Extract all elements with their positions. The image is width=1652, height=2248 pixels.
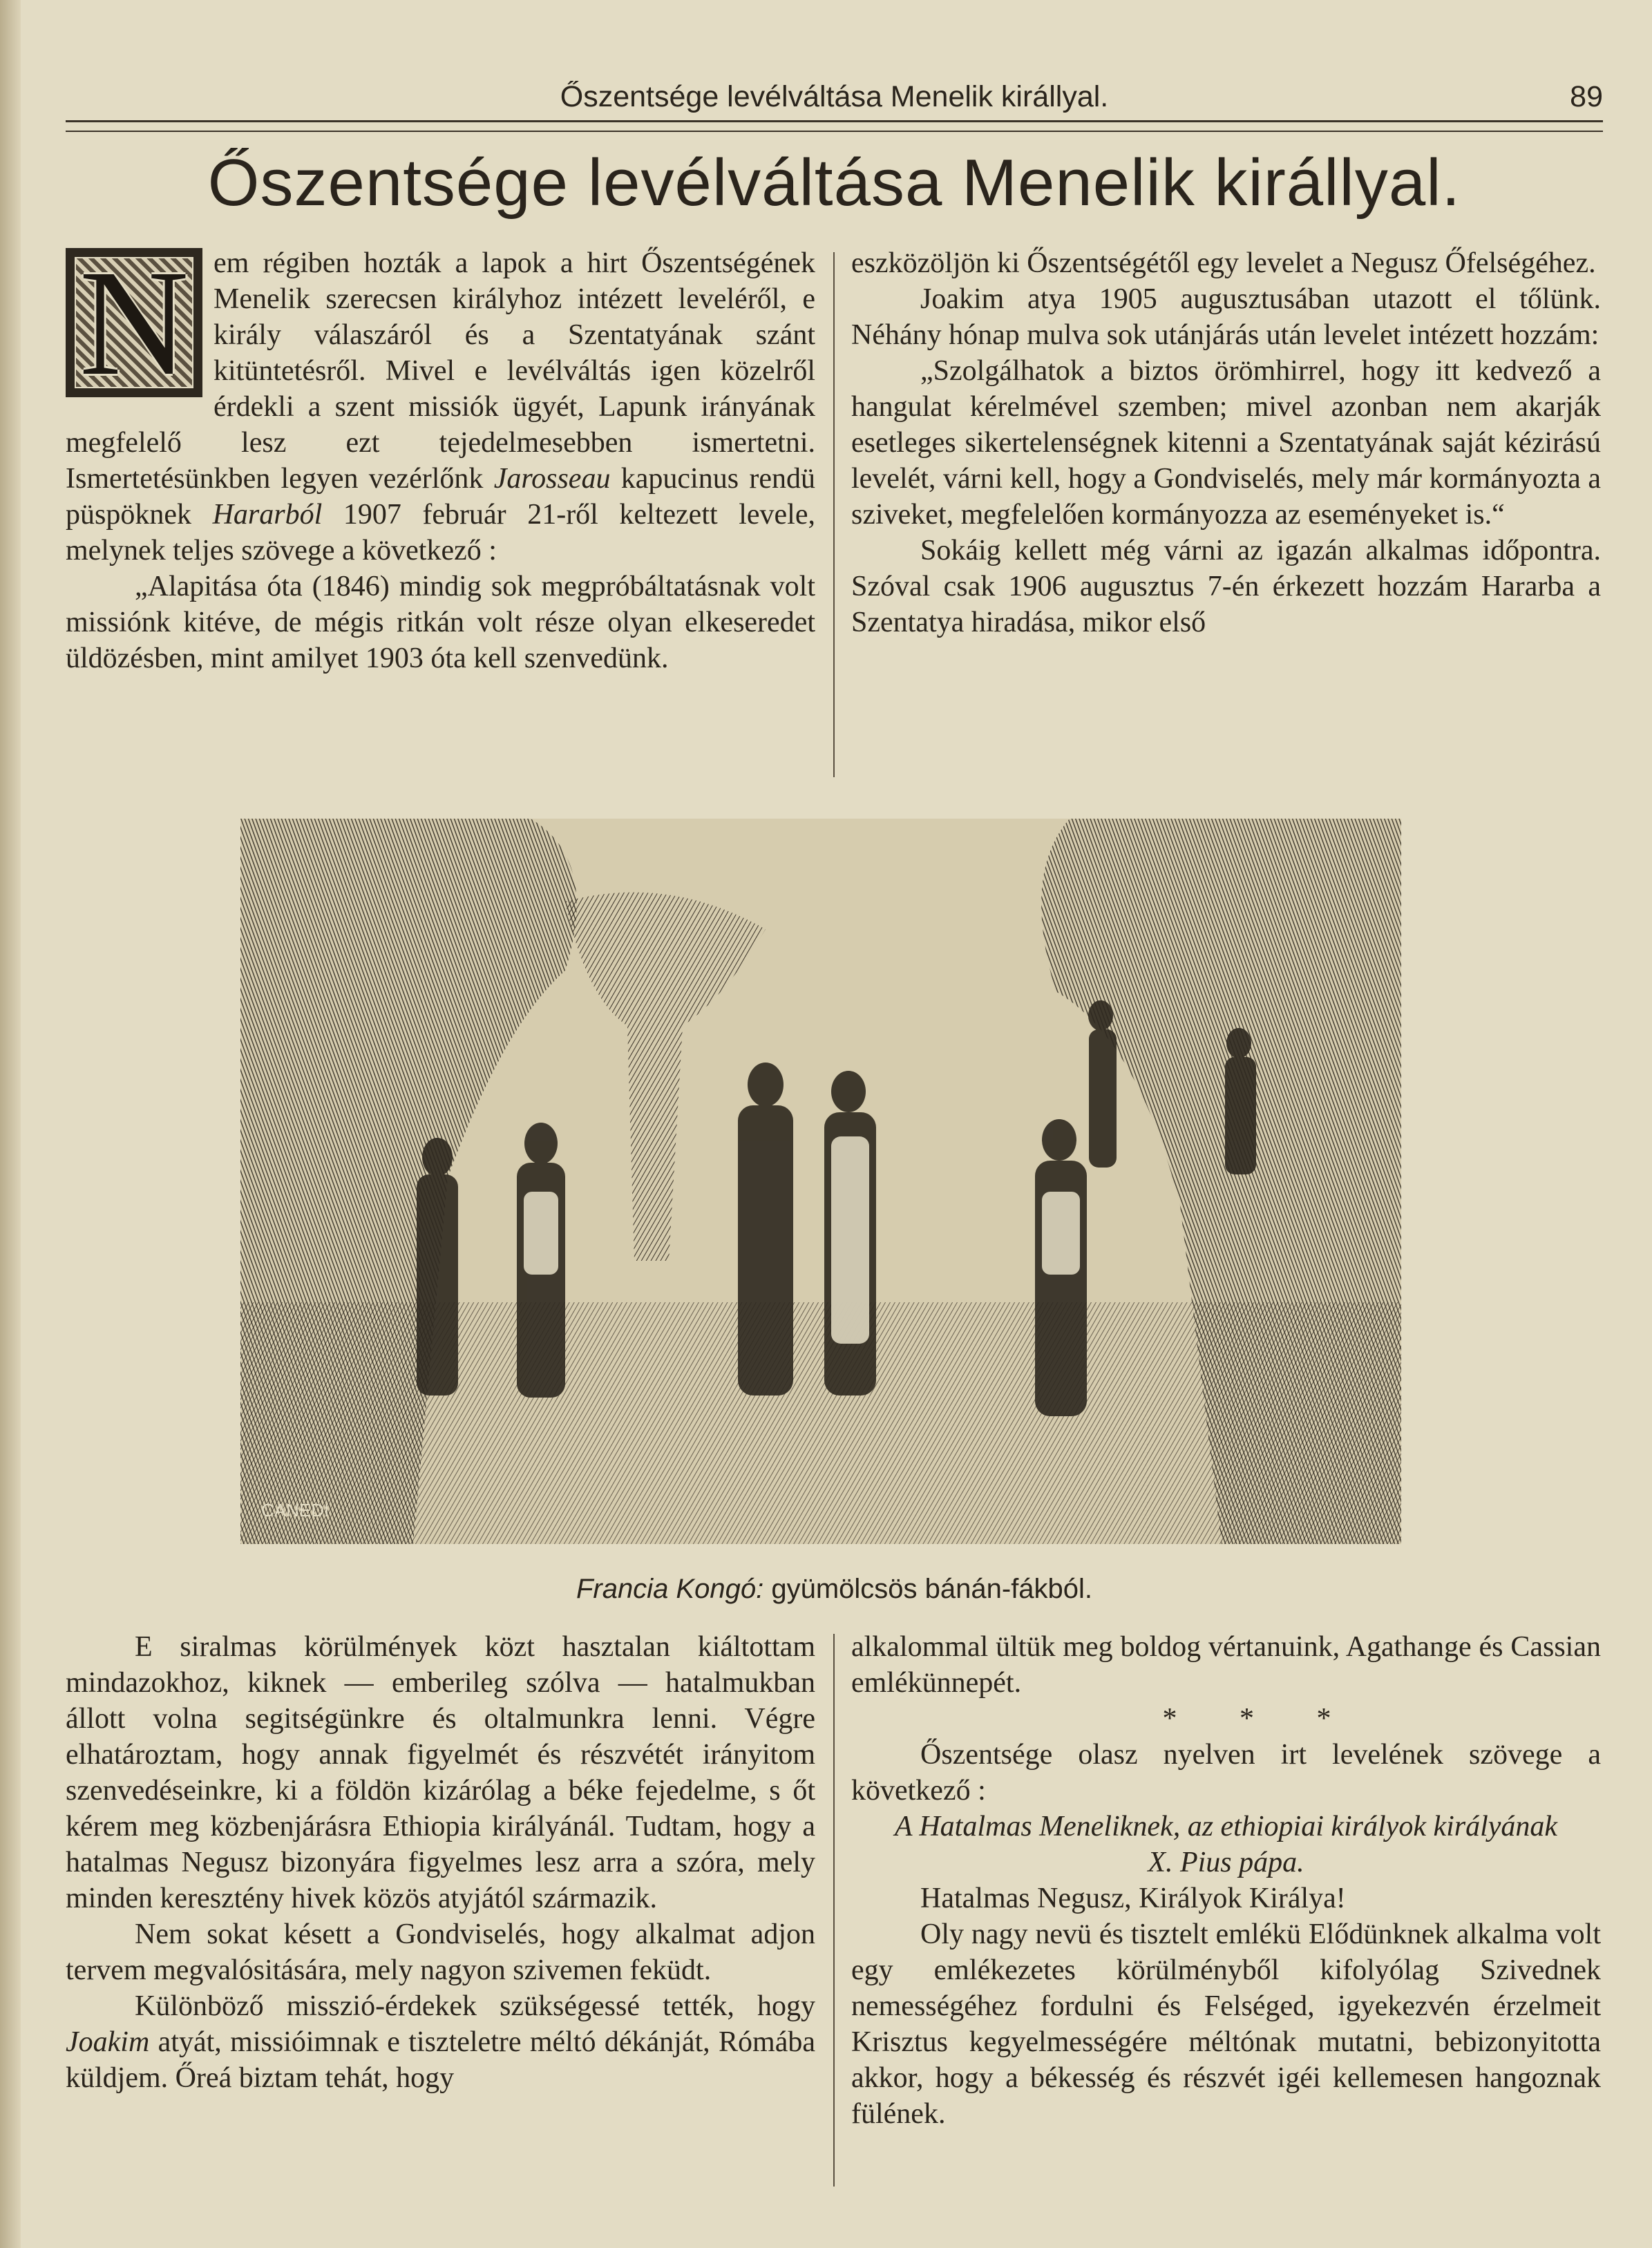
column-right-top <box>851 245 1601 640</box>
caption-place: Francia Kongó: <box>576 1574 764 1604</box>
running-head-title: Őszentsége levélváltása Menelik királlyal. <box>560 80 1109 113</box>
figure-caption <box>66 1574 1603 1605</box>
header-rule <box>66 120 1603 132</box>
paragraph: alkalommal ültük meg boldog vértanuink, Agathange és Cassian emlékünnepét. <box>851 1631 1601 1699</box>
running-head <box>66 77 1603 126</box>
dropcap-ornament <box>66 238 202 407</box>
caption-text: gyümölcsös bánán-fákból. <box>763 1574 1093 1604</box>
letter-salutation: Hatalmas Negusz, Királyok Királya! <box>920 1883 1346 1914</box>
column-divider <box>833 252 835 777</box>
text-run: kapucinus rendü püspöknek <box>66 463 815 531</box>
paragraph: eszközöljön ki Őszentségétől egy levelet a Negusz Őfelségéhez. <box>851 247 1596 279</box>
italic-name: Jarosseau <box>493 463 611 495</box>
engraver-signature: CANEDI <box>261 1500 330 1521</box>
paragraph: Nem sokat késett a Gondviselés, hogy alkalmat adjon tervem megvalósitására, mely nagyon szivemen feküdt. <box>66 1918 815 1986</box>
paragraph: „Szolgálhatok a biztos örömhirrel, hogy itt kedvező a hangulat kérelmével szemben; mivel azonban nem akarják esetleges sikertelenségnek kitenni a Szentatyának saját kézirású levelét, várni kell, hogy a Gondviselés, mely már kormányozta a sziveket, megfelelően kormányozza az eseményeket is.“ <box>851 355 1601 531</box>
paragraph: Sokáig kellett még várni az igazán alkalmas időpontra. Szóval csak 1906 augusztus 7-én érkezett hozzám Hararba a Szentatya hiradása, mikor első <box>851 535 1601 638</box>
engraving-illustration <box>240 819 1401 1544</box>
paragraph <box>66 1988 815 2096</box>
text-run: Különböző misszió-érdekek szükségessé tették, hogy <box>135 1990 815 2022</box>
text-run: 1907 február 21-ről keltezett levele, melynek teljes szövege a következő : <box>66 499 815 566</box>
paragraph: E siralmas körülmények közt hasztalan kiáltottam mindazokhoz, kiknek — emberileg szólva — hatalmukban állott volna segitségünkre és oltalmunkra lenni. Végre elhatároztam, hogy annak figyelmét és részvétét irányitom szenvedéseinkre, ki a földön kizárólag a béke fejedelme, s őt kérem meg közbenjárásra Ethiopia királyánál. Tudtam, hogy a hatalmas Negusz bizonyára figyelmes lesz arra a szóra, mely minden keresztény hivek közös atyjától származik. <box>66 1631 815 1914</box>
book-spine-shadow <box>0 0 21 2248</box>
paragraph: Oly nagy nevü és tisztelt emlékü Elődünknek alkalma volt egy emlékezetes körülményből kifolyólag Szivednek nemességéhez fordulni és Felséged, igyekezvén érzelmeit Krisztus kegyelmességére méltónak mutatni, bebizonyitotta akkor, hogy a békesség és részvét igéi kellemesen hangoznak fülének. <box>851 1918 1601 2130</box>
paragraph: Joakim atya 1905 augusztusában utazott el tőlünk. Néhány hónap mulva sok utánjárás után levelet intézett hozzám: <box>851 283 1601 351</box>
dropcap-letter: N <box>79 238 189 407</box>
column-right-bottom <box>851 1629 1601 2132</box>
paragraph: „Alapitása óta (1846) mindig sok megpróbáltatásnak volt missiónk kitéve, de mégis ritkán volt része olyan elkeseredet üldözésben, mint amilyet 1903 óta kell szenvedünk. <box>66 571 815 674</box>
italic-place: Hararból <box>212 499 323 531</box>
paragraph: Őszentsége olasz nyelven irt levelének szövege a következő : <box>851 1739 1601 1807</box>
column-left-bottom <box>66 1629 815 2096</box>
section-break: * * * <box>1162 1703 1359 1735</box>
text-run: em régiben hozták a lapok a hirt Őszentségének Menelik szerecsen királyhoz intézett leveléről, e király válaszáról és a Szentatyának szánt kitüntetésről. Mivel e levélváltás igen közelről érdekli a szent missiók ügyét, Lapunk irányának megfelelő lesz ezt tejedelmesebben ismertetni. Ismertetésünkben legyen vezérlőnk <box>66 247 815 495</box>
column-left-top <box>66 238 815 676</box>
text-run: atyát, missióimnak e tiszteletre méltó dékánját, Rómába küldjem. Őreá biztam tehát, hogy <box>66 2026 815 2094</box>
letter-sender: X. Pius pápa. <box>1148 1847 1304 1878</box>
column-divider <box>833 1634 835 2187</box>
italic-name: Joakim <box>66 2026 150 2058</box>
letter-addressee: A Hatalmas Meneliknek, az ethiopiai királyok királyának <box>894 1811 1558 1842</box>
page-number: 89 <box>1570 80 1603 113</box>
article-title: Őszentsége levélváltása Menelik királlyal. <box>207 146 1461 220</box>
